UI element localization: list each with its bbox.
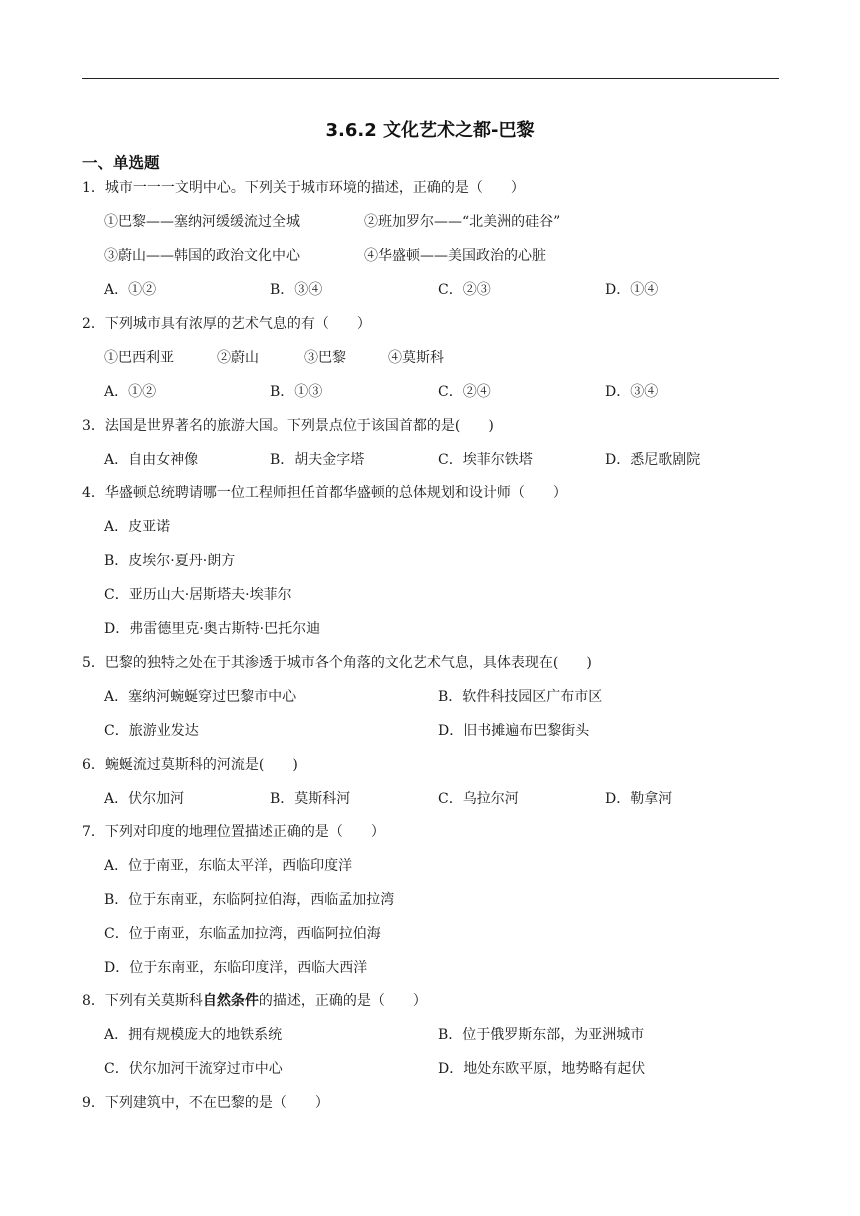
option-b[interactable]: B．软件科技园区广布市区: [438, 689, 603, 705]
option-d[interactable]: D．勒拿河: [605, 791, 673, 807]
option-c[interactable]: C．②③: [438, 282, 491, 298]
section-heading: 一、单选题: [82, 154, 160, 172]
option-b[interactable]: B．胡夫金字塔: [270, 452, 365, 468]
option-d[interactable]: D．位于东南亚，东临印度洋，西临大西洋: [104, 960, 368, 976]
option-b[interactable]: B．位于俄罗斯东部，为亚洲城市: [438, 1027, 645, 1043]
option-c[interactable]: C．乌拉尔河: [438, 791, 519, 807]
option-a[interactable]: A．伏尔加河: [104, 791, 185, 807]
option-d[interactable]: D．③④: [605, 384, 659, 400]
option-d[interactable]: D．弗雷德里克·奥古斯特·巴托尔迪: [104, 621, 321, 637]
question-stem: 4．华盛顿总统聘请哪一位工程师担任首都华盛顿的总体规划和设计师（ ）: [82, 485, 567, 501]
statement: ②班加罗尔——“北美洲的硅谷”: [364, 214, 561, 230]
header-rule: [82, 78, 779, 79]
option-a[interactable]: A．皮亚诺: [104, 519, 171, 535]
option-b[interactable]: B．莫斯科河: [270, 791, 351, 807]
option-a[interactable]: A．①②: [104, 384, 157, 400]
question-stem: 5．巴黎的独特之处在于其渗透于城市各个角落的文化艺术气息，具体表现在( ): [82, 655, 592, 671]
question-stem: 9．下列建筑中，不在巴黎的是（ ）: [82, 1095, 329, 1111]
option-b[interactable]: B．位于东南亚，东临阿拉伯海，西临孟加拉湾: [104, 892, 395, 908]
option-b[interactable]: B．皮埃尔·夏丹·朗方: [104, 553, 236, 569]
question-stem: [82, 991, 427, 1011]
stem-text: 8．下列有关莫斯科: [82, 993, 203, 1009]
statement: ②蔚山: [217, 350, 259, 366]
statement: ④华盛顿——美国政治的心脏: [364, 248, 546, 264]
statement: ④莫斯科: [388, 350, 444, 366]
option-c[interactable]: C．伏尔加河干流穿过市中心: [104, 1061, 283, 1077]
option-d[interactable]: D．①④: [605, 282, 659, 298]
question-stem: 1．城市一一一文明中心。下列关于城市环境的描述，正确的是（ ）: [82, 180, 525, 196]
statement: ①巴西利亚: [104, 350, 174, 366]
option-a[interactable]: A．塞纳河蜿蜒穿过巴黎市中心: [104, 689, 297, 705]
statement: ①巴黎——塞纳河缓缓流过全城: [104, 214, 300, 230]
option-a[interactable]: A．位于南亚，东临太平洋，西临印度洋: [104, 858, 353, 874]
question-stem: 6．蜿蜒流过莫斯科的河流是( ): [82, 757, 298, 773]
option-c[interactable]: C．埃菲尔铁塔: [438, 452, 533, 468]
option-d[interactable]: D．悉尼歌剧院: [605, 452, 701, 468]
option-c[interactable]: C．位于南亚，东临孟加拉湾，西临阿拉伯海: [104, 926, 381, 942]
question-stem: 2．下列城市具有浓厚的艺术气息的有（ ）: [82, 316, 371, 332]
option-a[interactable]: A．自由女神像: [104, 452, 199, 468]
question-stem: 3．法国是世界著名的旅游大国。下列景点位于该国首都的是( ): [82, 418, 494, 434]
option-d[interactable]: D．旧书摊遍布巴黎街头: [438, 723, 590, 739]
option-d[interactable]: D．地处东欧平原，地势略有起伏: [438, 1061, 646, 1077]
option-b[interactable]: B．①③: [270, 384, 323, 400]
statement: ③巴黎: [304, 350, 346, 366]
option-b[interactable]: B．③④: [270, 282, 323, 298]
question-stem: 7．下列对印度的地理位置描述正确的是（ ）: [82, 824, 385, 840]
option-c[interactable]: C．亚历山大·居斯塔夫·埃菲尔: [104, 587, 292, 603]
option-a[interactable]: A．拥有规模庞大的地铁系统: [104, 1027, 283, 1043]
stem-text: 的描述，正确的是（ ）: [258, 993, 427, 1009]
option-c[interactable]: C．②④: [438, 384, 491, 400]
option-c[interactable]: C．旅游业发达: [104, 723, 199, 739]
page-title: 3.6.2 文化艺术之都-巴黎: [325, 120, 535, 141]
stem-emphasis: 自然条件: [202, 993, 259, 1009]
statement: ③蔚山——韩国的政治文化中心: [104, 248, 300, 264]
option-a[interactable]: A．①②: [104, 282, 157, 298]
